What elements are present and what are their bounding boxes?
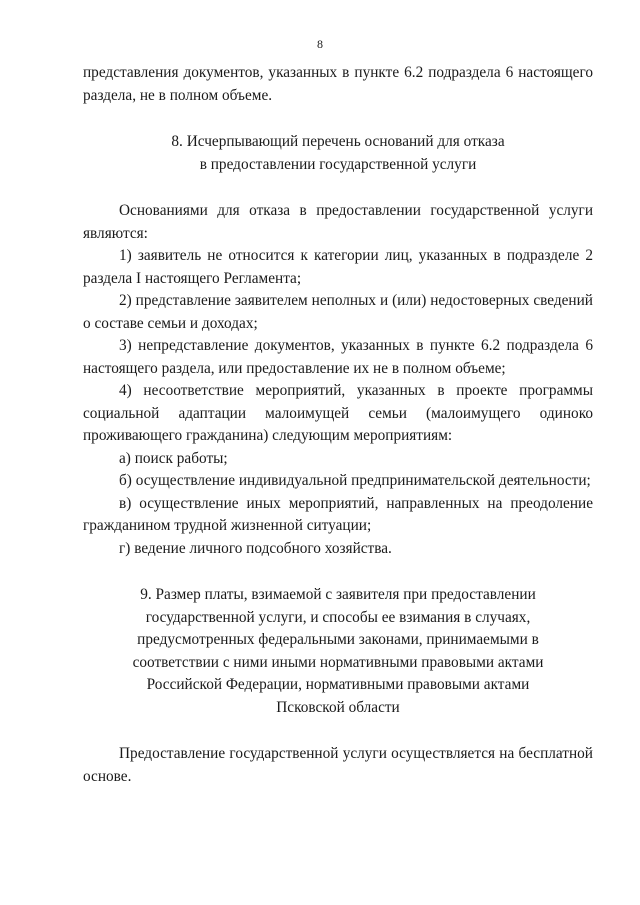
- section-9-heading-line: соответствии с ними иными нормативными правовыми актами: [132, 653, 544, 671]
- document-body: [83, 62, 593, 788]
- list-item: 2) представление заявителем неполных и (или) недостоверных сведений о составе семьи и доходах;: [83, 292, 593, 332]
- section-9-heading: [83, 584, 593, 719]
- section-9-heading-line: предусмотренных федеральными законами, принимаемыми в: [137, 631, 539, 648]
- section-8-heading-line: в предоставлении государственной услуги: [199, 155, 477, 173]
- section-8-heading-line: 8. Исчерпывающий перечень оснований для отказа: [171, 133, 505, 150]
- section-9-heading-line: 9. Размер платы, взимаемой с заявителя при предоставлении: [140, 586, 536, 603]
- list-item: 4) несоответствие мероприятий, указанных в проекте программы социальной адаптации малоимущей семьи (малоимущего одиноко проживающего гражданина) следующим мероприятиям:: [83, 382, 593, 444]
- list-item: г) ведение личного подсобного хозяйства.: [119, 539, 392, 557]
- intro-paragraph: представления документов, указанных в пункте 6.2 подраздела 6 настоящего раздела, не в полном объеме.: [83, 64, 593, 104]
- list-item: 1) заявитель не относится к категории лиц, указанных в подразделе 2 раздела I настоящего Регламента;: [83, 247, 593, 287]
- section-9-heading-line: Псковской области: [276, 698, 400, 716]
- list-item: в) осуществление иных мероприятий, направленных на преодоление гражданином трудной жизненной ситуации;: [83, 494, 593, 534]
- section-8-heading: [83, 131, 593, 176]
- section-9-body: Предоставление государственной услуги осуществляется на бесплатной основе.: [83, 745, 593, 785]
- page-number: 8: [317, 37, 323, 51]
- section-9-heading-line: государственной услуги, и способы ее взимания в случаях,: [145, 608, 531, 626]
- list-item: а) поиск работы;: [119, 449, 228, 467]
- list-item: 3) непредставление документов, указанных в пункте 6.2 подраздела 6 настоящего раздела, или предоставление их не в полном объеме;: [83, 337, 593, 377]
- section-9-heading-line: Российской Федерации, нормативными правовыми актами: [146, 676, 530, 693]
- list-item: б) осуществление индивидуальной предпринимательской деятельности;: [119, 472, 591, 489]
- section-8-lead: Основаниями для отказа в предоставлении государственной услуги являются:: [83, 202, 593, 242]
